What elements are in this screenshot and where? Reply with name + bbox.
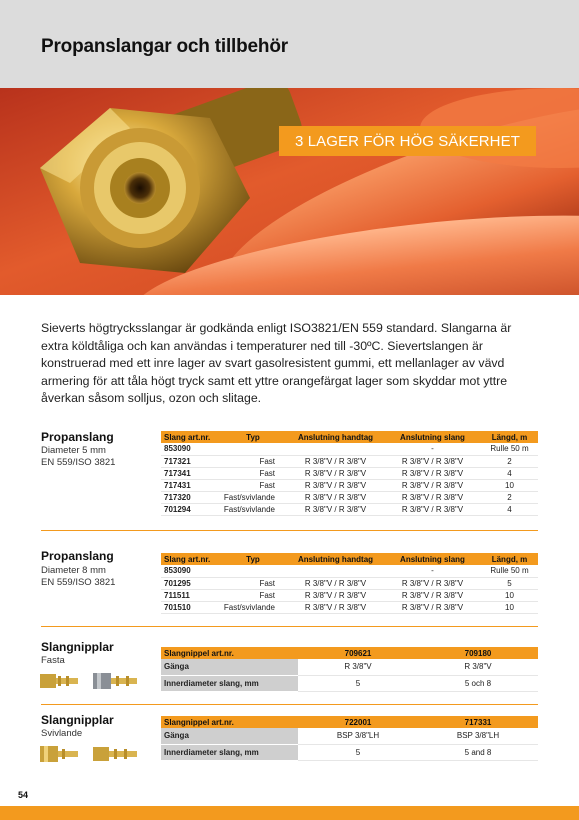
hose-5mm-table xyxy=(161,431,538,516)
column-header: Typ xyxy=(219,553,287,565)
section-heading-nipples-swivel: Slangnipplar xyxy=(41,713,114,727)
hose-nipple-fixed-icon xyxy=(38,670,148,692)
table-cell: R 3/8"V / R 3/8"V xyxy=(384,479,481,491)
table-header-row xyxy=(161,553,538,565)
column-header: Anslutning slang xyxy=(384,553,481,565)
table-row xyxy=(161,744,538,760)
table-cell: 711511 xyxy=(161,589,219,601)
table-header-row xyxy=(161,647,538,659)
intro-paragraph: Sieverts högtrycksslangar är godkända enligt ISO3821/EN 559 standard. Slangarna är extra köldtåliga och kan användas i temperaturer ned till -30ºC. Sievertslangen är konstruerad med ett inre lager av svart gasolresistent gummi, ett mellanlager av vävd armering för att tåla högt tryck samt ett yttre orangefärgat lager som skyddar mot yttre åverkan såsom solljus, ozon och slitage. xyxy=(41,321,512,405)
column-header: Slangnippel art.nr. xyxy=(161,647,298,659)
table-cell: - xyxy=(384,565,481,577)
section-heading-nipples-fixed: Slangnipplar xyxy=(41,640,114,654)
column-header: 717331 xyxy=(418,716,538,728)
table-cell: 717321 xyxy=(161,455,219,467)
section-sub-swivel: Svivlande xyxy=(41,728,83,739)
table-cell: R 3/8"V / R 3/8"V xyxy=(384,589,481,601)
row-label: Innerdiameter slang, mm xyxy=(161,675,298,691)
table-cell: Fast xyxy=(219,577,287,589)
table-cell: Rulle 50 m xyxy=(481,443,538,455)
column-header: Längd, m xyxy=(481,553,538,565)
table-cell: 717431 xyxy=(161,479,219,491)
table-cell: Fast xyxy=(219,455,287,467)
table-cell: R 3/8"V / R 3/8"V xyxy=(287,601,384,613)
hose-nipple-swivel-icon xyxy=(38,743,148,765)
table-cell: Fast xyxy=(219,589,287,601)
table-cell: 10 xyxy=(481,589,538,601)
section-sub-diameter: Diameter 8 mm xyxy=(41,565,106,576)
hose-8mm-table xyxy=(161,553,538,614)
table-cell: Fast/svivlande xyxy=(219,503,287,515)
table-cell: - xyxy=(384,443,481,455)
table-cell: 4 xyxy=(481,467,538,479)
section-divider xyxy=(41,704,538,705)
table-cell: R 3/8"V / R 3/8"V xyxy=(384,467,481,479)
footer-band xyxy=(0,806,579,820)
section-divider xyxy=(41,530,538,531)
column-header: 709621 xyxy=(298,647,418,659)
table-cell: Fast xyxy=(219,479,287,491)
row-label: Gänga xyxy=(161,728,298,744)
section-sub-standard: EN 559/ISO 3821 xyxy=(41,457,116,468)
table-cell: 5 and 8 xyxy=(418,744,538,760)
nipple-fixed-table xyxy=(161,647,538,692)
table-cell: R 3/8"V / R 3/8"V xyxy=(384,455,481,467)
table-cell: 701294 xyxy=(161,503,219,515)
table-cell: 5 xyxy=(298,744,418,760)
column-header: Slang art.nr. xyxy=(161,431,219,443)
nipple-swivel-table xyxy=(161,716,538,761)
table-row xyxy=(161,455,538,467)
table-cell: 10 xyxy=(481,479,538,491)
safety-banner: 3 LAGER FÖR HÖG SÄKERHET xyxy=(279,126,536,156)
table-header-row xyxy=(161,431,538,443)
table-cell: 5 xyxy=(481,577,538,589)
table-cell: 4 xyxy=(481,503,538,515)
section-sub-diameter: Diameter 5 mm xyxy=(41,445,106,456)
table-cell: Fast/svivlande xyxy=(219,491,287,503)
table-row xyxy=(161,443,538,455)
table-cell: R 3/8"V / R 3/8"V xyxy=(287,577,384,589)
column-header: 722001 xyxy=(298,716,418,728)
column-header: Slang art.nr. xyxy=(161,553,219,565)
table-row xyxy=(161,728,538,744)
table-cell: Fast/svivlande xyxy=(219,601,287,613)
row-label: Gänga xyxy=(161,659,298,675)
table-row xyxy=(161,601,538,613)
table-cell: 5 xyxy=(298,675,418,691)
table-cell: 853090 xyxy=(161,443,219,455)
section-divider xyxy=(41,626,538,627)
table-row xyxy=(161,479,538,491)
column-header: Anslutning handtag xyxy=(287,431,384,443)
table-cell: R 3/8"V / R 3/8"V xyxy=(287,491,384,503)
table-row xyxy=(161,467,538,479)
table-cell: 5 och 8 xyxy=(418,675,538,691)
table-cell xyxy=(287,443,384,455)
table-cell: 717341 xyxy=(161,467,219,479)
column-header: Anslutning handtag xyxy=(287,553,384,565)
table-cell xyxy=(219,443,287,455)
table-row xyxy=(161,503,538,515)
table-cell: R 3/8"V / R 3/8"V xyxy=(287,479,384,491)
table-cell: Rulle 50 m xyxy=(481,565,538,577)
table-cell: 853090 xyxy=(161,565,219,577)
table-cell: 701510 xyxy=(161,601,219,613)
hose-fitting-photo xyxy=(0,88,579,295)
table-row xyxy=(161,589,538,601)
section-sub-fixed: Fasta xyxy=(41,655,65,666)
table-cell: 10 xyxy=(481,601,538,613)
table-cell: R 3/8"V / R 3/8"V xyxy=(287,589,384,601)
table-cell: BSP 3/8"LH xyxy=(418,728,538,744)
table-row xyxy=(161,491,538,503)
table-cell: R 3/8"V / R 3/8"V xyxy=(287,467,384,479)
table-cell: Fast xyxy=(219,467,287,479)
column-header: 709180 xyxy=(418,647,538,659)
table-cell: R 3/8"V xyxy=(418,659,538,675)
table-cell: R 3/8"V / R 3/8"V xyxy=(287,503,384,515)
table-row xyxy=(161,659,538,675)
section-heading-hose-5mm: Propanslang xyxy=(41,430,114,444)
table-cell: 701295 xyxy=(161,577,219,589)
table-cell: R 3/8"V / R 3/8"V xyxy=(384,577,481,589)
table-cell: R 3/8"V xyxy=(298,659,418,675)
column-header: Slangnippel art.nr. xyxy=(161,716,298,728)
table-cell: 2 xyxy=(481,491,538,503)
table-cell xyxy=(219,565,287,577)
page-title: Propanslangar och tillbehör xyxy=(41,36,288,57)
page-number: 54 xyxy=(18,790,29,800)
table-cell xyxy=(287,565,384,577)
table-cell: BSP 3/8"LH xyxy=(298,728,418,744)
section-heading-hose-8mm: Propanslang xyxy=(41,549,114,563)
hero-image xyxy=(0,88,579,295)
section-sub-standard: EN 559/ISO 3821 xyxy=(41,577,116,588)
table-header-row xyxy=(161,716,538,728)
column-header: Anslutning slang xyxy=(384,431,481,443)
table-cell: 2 xyxy=(481,455,538,467)
table-row xyxy=(161,577,538,589)
table-cell: R 3/8"V / R 3/8"V xyxy=(287,455,384,467)
table-row xyxy=(161,565,538,577)
row-label: Innerdiameter slang, mm xyxy=(161,744,298,760)
column-header: Längd, m xyxy=(481,431,538,443)
table-row xyxy=(161,675,538,691)
column-header: Typ xyxy=(219,431,287,443)
table-cell: R 3/8"V / R 3/8"V xyxy=(384,491,481,503)
table-cell: R 3/8"V / R 3/8"V xyxy=(384,503,481,515)
table-cell: 717320 xyxy=(161,491,219,503)
table-cell: R 3/8"V / R 3/8"V xyxy=(384,601,481,613)
